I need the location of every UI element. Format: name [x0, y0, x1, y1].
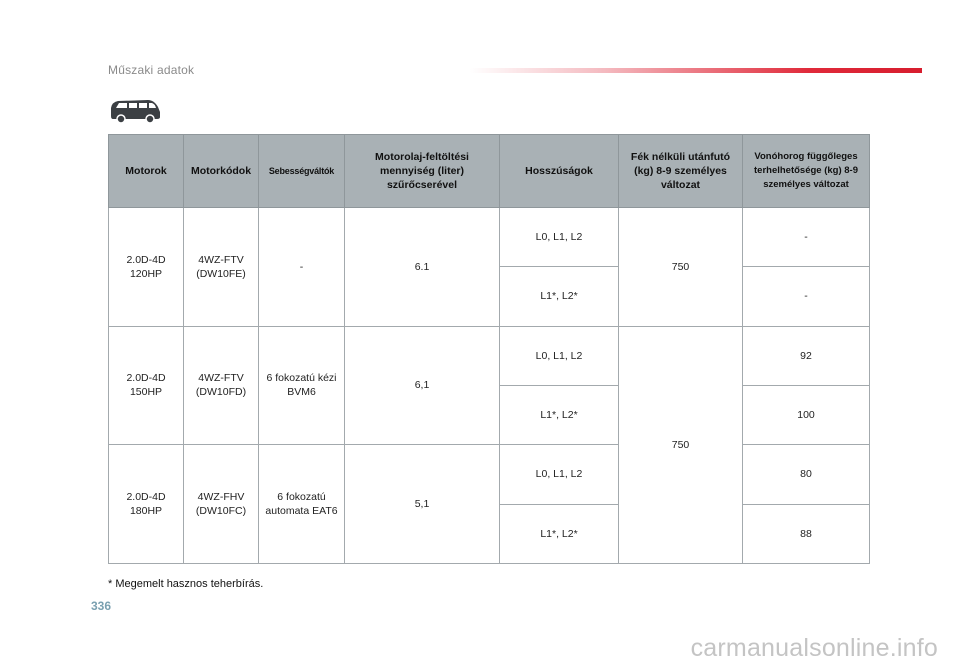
length-cell: L1*, L2* — [500, 267, 619, 326]
table-row — [109, 208, 870, 267]
header-oil: Motorolaj-feltöltési mennyiség (liter) szűrőcserével — [345, 135, 500, 208]
engine-cell: 2.0D-4D 150HP — [109, 326, 184, 445]
table-row — [109, 445, 870, 504]
header-engine-code: Motorkódok — [184, 135, 259, 208]
gearbox-cell: 6 fokozatú kézi BVM6 — [259, 326, 345, 445]
engine-code-cell: 4WZ-FHV (DW10FC) — [184, 445, 259, 564]
gearbox-cell: - — [259, 208, 345, 327]
towbar-cell: 100 — [743, 385, 870, 444]
length-cell: L1*, L2* — [500, 504, 619, 563]
towbar-cell: - — [743, 267, 870, 326]
specs-table — [108, 134, 870, 564]
oil-cell: 6.1 — [345, 208, 500, 327]
braked-trailer-cell: 750 — [619, 326, 743, 563]
header-accent-bar — [470, 68, 922, 73]
towbar-cell: - — [743, 208, 870, 267]
towbar-cell: 92 — [743, 326, 870, 385]
engine-cell: 2.0D-4D 180HP — [109, 445, 184, 564]
engine-code-cell: 4WZ-FTV (DW10FE) — [184, 208, 259, 327]
header-engine: Motorok — [109, 135, 184, 208]
header-length: Hosszúságok — [500, 135, 619, 208]
van-icon — [108, 98, 162, 129]
braked-trailer-cell: 750 — [619, 208, 743, 327]
header-towbar-load: Vonóhorog függőleges terhelhetősége (kg) 8-9 személyes változat — [743, 135, 870, 208]
table-row — [109, 326, 870, 385]
header-braked-trailer: Fék nélküli utánfutó (kg) 8-9 személyes változat — [619, 135, 743, 208]
towbar-cell: 88 — [743, 504, 870, 563]
header-title: Műszaki adatok — [108, 63, 195, 77]
oil-cell: 6,1 — [345, 326, 500, 445]
oil-cell: 5,1 — [345, 445, 500, 564]
length-cell: L1*, L2* — [500, 385, 619, 444]
table-header-row — [109, 135, 870, 208]
gearbox-cell: 6 fokozatú automata EAT6 — [259, 445, 345, 564]
length-cell: L0, L1, L2 — [500, 445, 619, 504]
towbar-cell: 80 — [743, 445, 870, 504]
header-gearbox: Sebességváltók — [259, 135, 345, 208]
footnote: * Megemelt hasznos teherbírás. — [108, 578, 264, 590]
engine-cell: 2.0D-4D 120HP — [109, 208, 184, 327]
engine-code-cell: 4WZ-FTV (DW10FD) — [184, 326, 259, 445]
length-cell: L0, L1, L2 — [500, 326, 619, 385]
page-number: 336 — [91, 599, 112, 613]
watermark: carmanualsonline.info — [690, 634, 938, 662]
length-cell: L0, L1, L2 — [500, 208, 619, 267]
